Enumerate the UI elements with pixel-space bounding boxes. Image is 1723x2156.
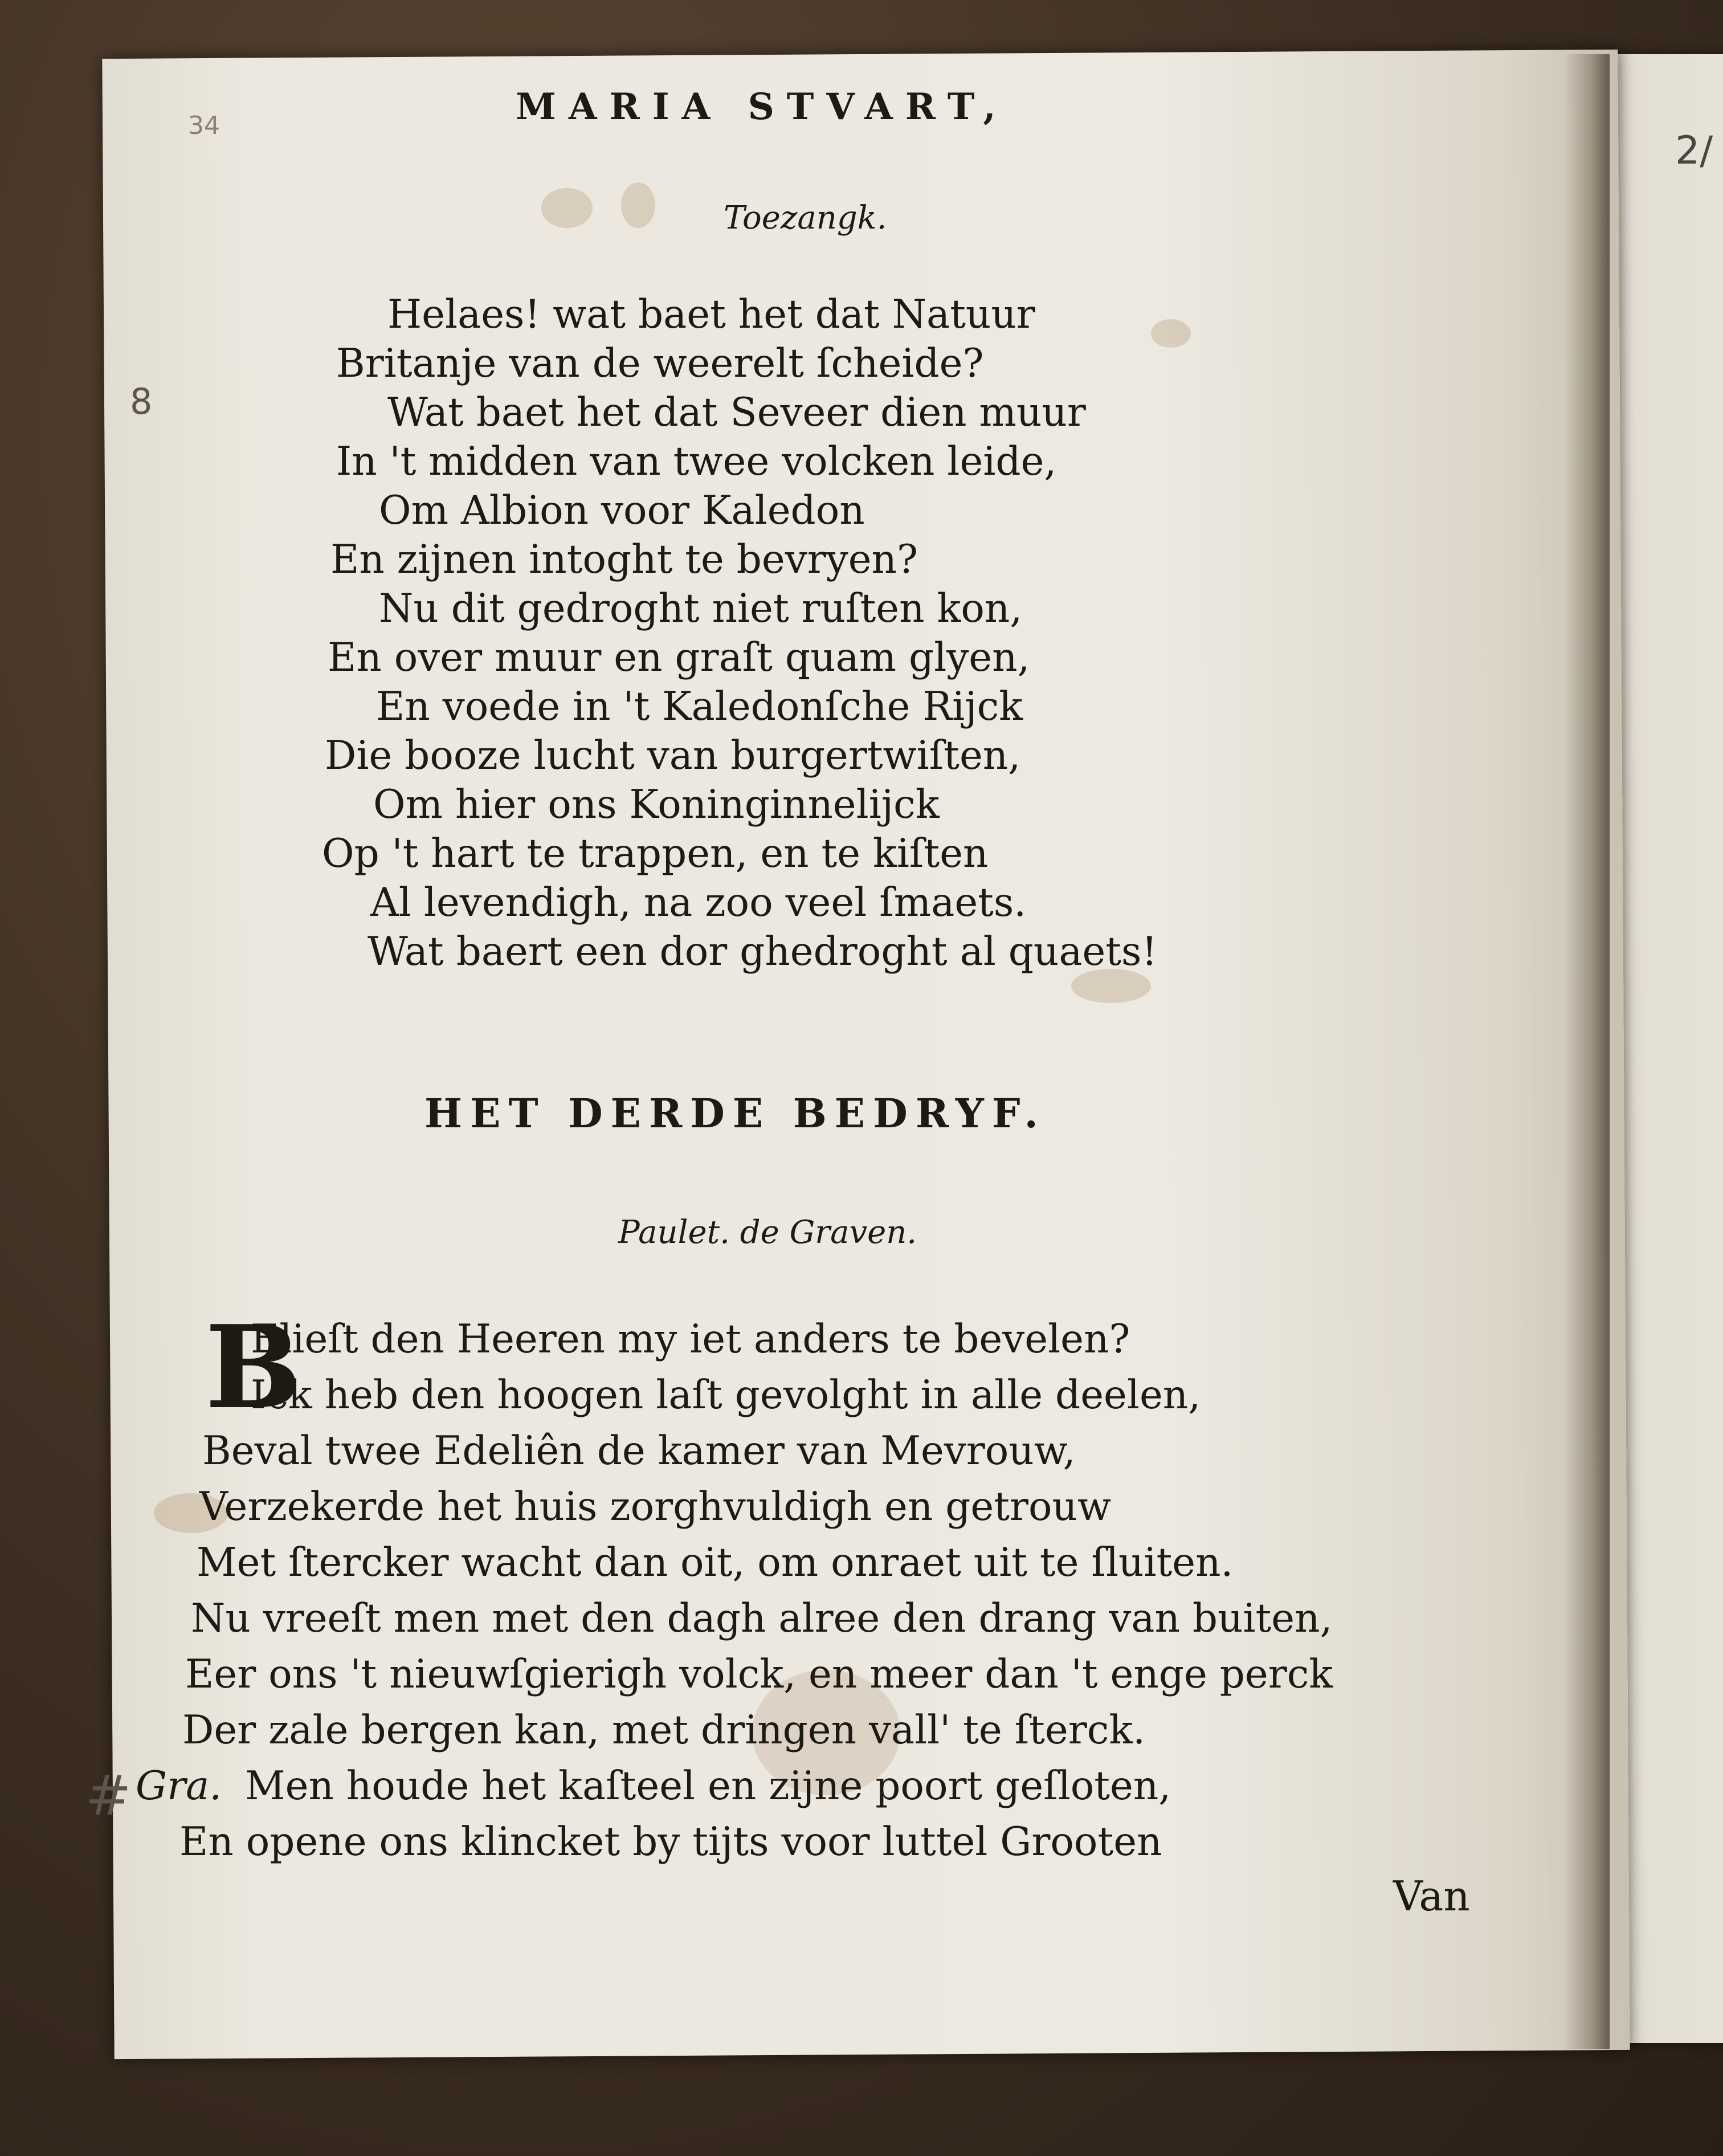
- verse-line: Ick heb den hoogen laſt gevolght in alle deelen,: [251, 1372, 1201, 1418]
- verse-line: En zijnen intoght te bevryen?: [330, 537, 918, 582]
- verse-line: Eer ons 't nieuwſgierigh volck, en meer dan 't enge perck: [185, 1652, 1333, 1697]
- verse-line: Der zale bergen kan, met dringen vall' te ſterck.: [182, 1707, 1146, 1753]
- verse-line: Britanje van de weerelt ſcheide?: [336, 341, 984, 386]
- speaker-name: Gra.: [136, 1763, 222, 1809]
- verse-line: En over muur en graſt quam glyen,: [328, 635, 1030, 680]
- chorus-heading: Toezangk.: [724, 199, 887, 237]
- verse-line: Op 't hart te trappen, en te kiſten: [322, 831, 989, 877]
- book-gutter: [1564, 54, 1610, 2049]
- pencil-mark-bottom: #: [85, 1764, 132, 1828]
- verse-line: Helaes! wat baet het dat Natuur: [387, 292, 1035, 337]
- stain: [621, 182, 655, 228]
- verse-line: En voede in 't Kaledonſche Rijck: [376, 684, 1023, 729]
- folio-note: 34: [188, 111, 220, 140]
- verse-line: Wat baet het dat Seveer dien muur: [387, 390, 1086, 435]
- verse-line: Verzekerde het huis zorghvuldigh en getrouw: [199, 1484, 1112, 1530]
- character-list: Paulet. de Graven.: [618, 1214, 917, 1251]
- verse-line: Nu vreeſt men met den dagh alree den drang van buiten,: [191, 1596, 1333, 1641]
- verse-line: Met ſtercker wacht dan oit, om onraet uit te ſluiten.: [197, 1540, 1234, 1586]
- verse-line: Om hier ons Koninginnelijck: [373, 782, 940, 828]
- running-head: MARIA STVART,: [516, 85, 1009, 128]
- verse-line: Al levendigh, na zoo veel ſmaets.: [370, 880, 1027, 926]
- drop-cap: B: [205, 1301, 302, 1434]
- pencil-mark-top: 8: [130, 381, 153, 422]
- verse-line: Om Albion voor Kaledon: [379, 488, 865, 533]
- verse-line: In 't midden van twee volcken leide,: [336, 439, 1057, 484]
- facing-page-note: 2/: [1675, 128, 1713, 173]
- stain: [541, 188, 593, 228]
- verse-line: Die booze lucht van burgertwiſten,: [325, 733, 1021, 779]
- verse-line: Men houde het kaſteel en zijne poort geſloten,: [245, 1763, 1171, 1809]
- verse-line: Beval twee Edeliên de kamer van Mevrouw,: [202, 1428, 1076, 1474]
- verse-line: Elieſt den Heeren my iet anders te bevelen?: [251, 1317, 1130, 1362]
- catchword: Van: [1393, 1872, 1470, 1920]
- verse-line: Wat baert een dor ghedroght al quaets!: [368, 929, 1158, 975]
- verse-line: Nu dit gedroght niet ruſten kon,: [379, 586, 1023, 631]
- stain: [1151, 319, 1191, 348]
- verse-line: En opene ons klincket by tijts voor luttel Grooten: [179, 1819, 1162, 1865]
- act-title: HET DERDE BEDRYF.: [424, 1090, 1046, 1137]
